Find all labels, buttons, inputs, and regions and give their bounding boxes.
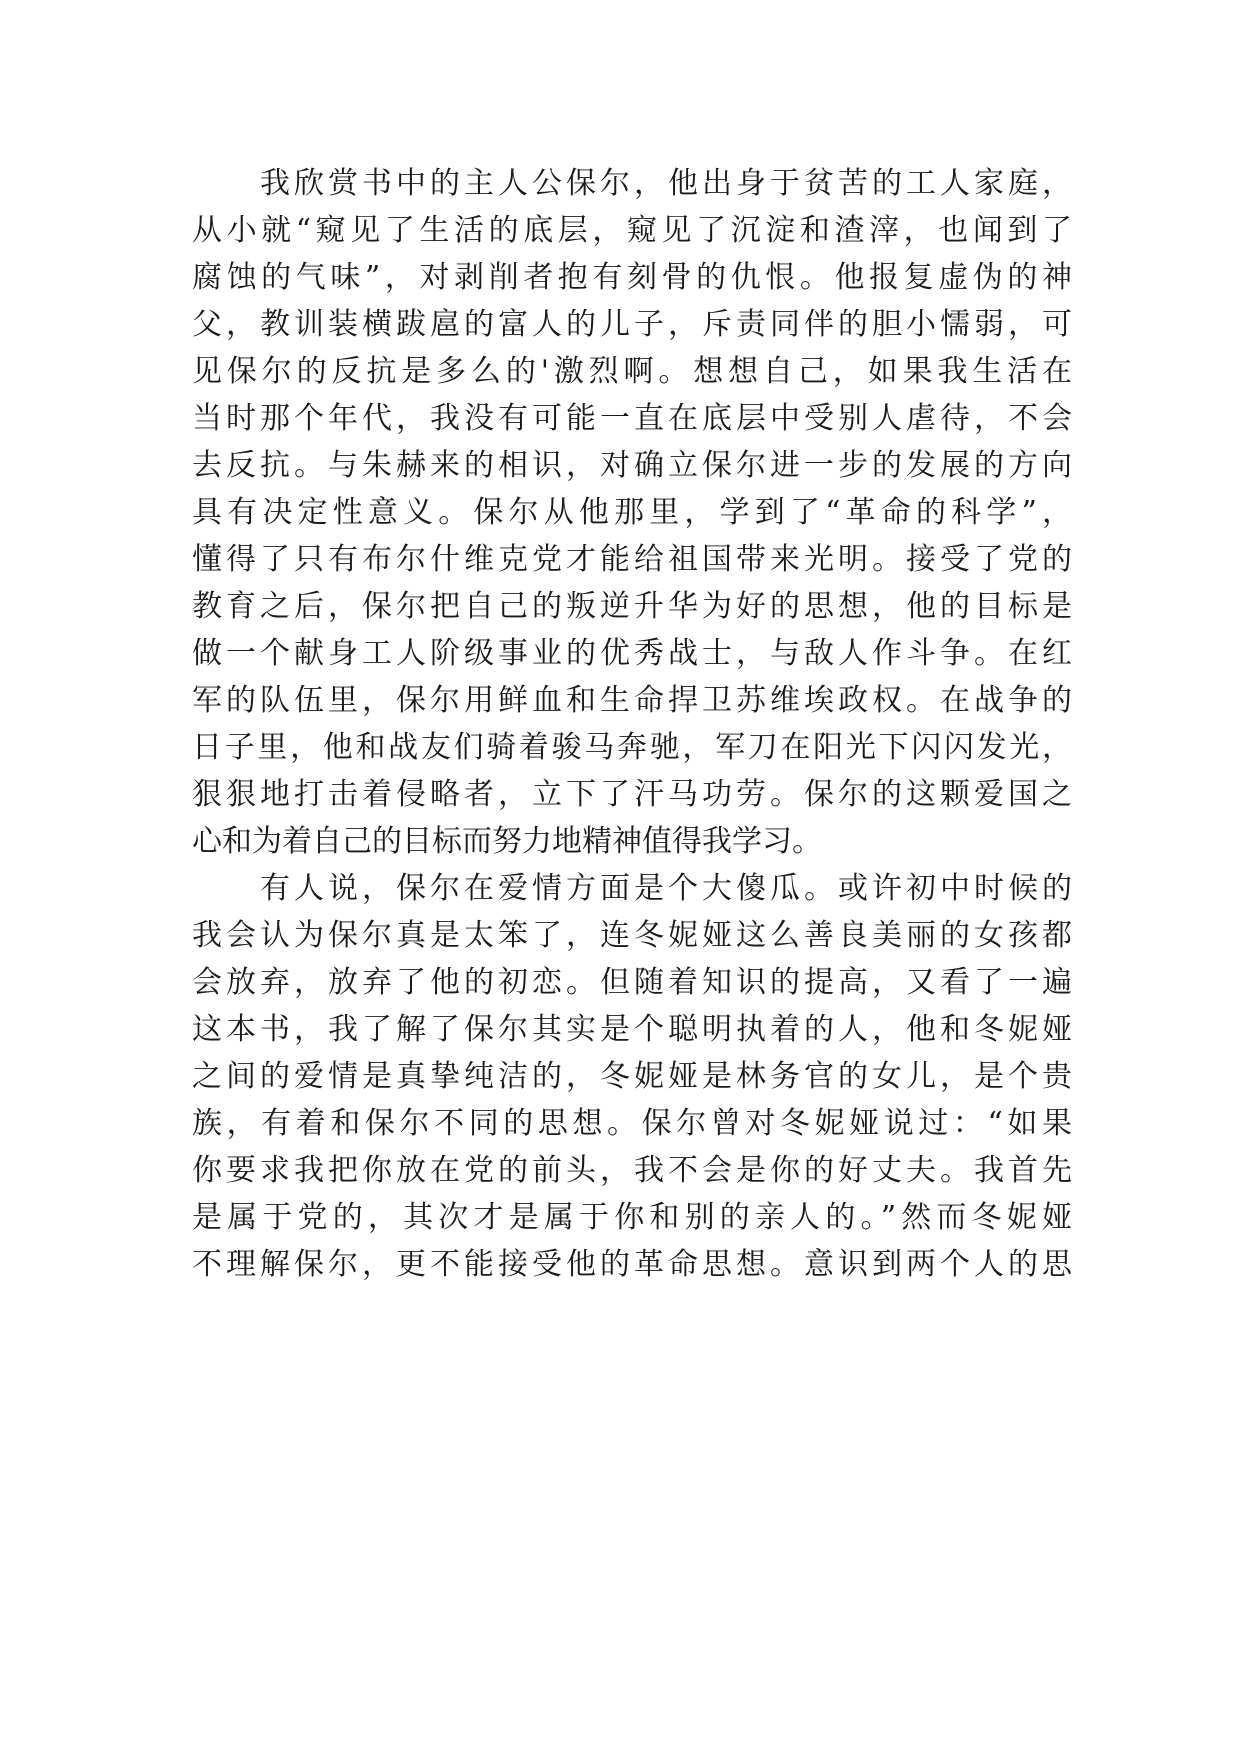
paragraph-2-line-9: 不理解保尔，更不能接受他的革命思想。意识到两个人的思 [192, 1247, 1072, 1282]
paragraph-1-line-10: 教育之后，保尔把自己的叛逆升华为好的思想，他的目标是 [192, 589, 1072, 624]
paragraph-2-line-2: 我会认为保尔真是太笨了，连冬妮娅这么善良美丽的女孩都 [192, 918, 1072, 953]
paragraph-1-line-3: 腐蚀的气味”，对剥削者抱有刻骨的仇恨。他报复虚伪的神 [192, 260, 1072, 295]
paragraph-2-line-1: 有人说，保尔在爱情方面是个大傻瓜。或许初中时候的 [260, 871, 1072, 906]
paragraph-1-line-12: 军的队伍里，保尔用鲜血和生命捍卫苏维埃政权。在战争的 [192, 683, 1072, 718]
paragraph-2-line-4: 这本书，我了解了保尔其实是个聪明执着的人，他和冬妮娅 [192, 1012, 1072, 1047]
paragraph-1-line-14: 狠狠地打击着侵略者，立下了汗马功劳。保尔的这颗爱国之 [192, 777, 1072, 812]
paragraph-1-line-8: 具有决定性意义。保尔从他那里，学到了“革命的科学”， [192, 495, 1072, 530]
paragraph-1-line-15: 心和为着自己的目标而努力地精神值得我学习。 [192, 824, 822, 859]
paragraph-1-line-13: 日子里，他和战友们骑着骏马奔驰，军刀在阳光下闪闪发光， [192, 730, 1072, 765]
paragraph-2-line-6: 族，有着和保尔不同的思想。保尔曾对冬妮娅说过：“如果 [192, 1106, 1072, 1141]
paragraph-2-line-8: 是属于党的，其次才是属于你和别的亲人的。”然而冬妮娅 [192, 1200, 1072, 1235]
paragraph-1-line-9: 懂得了只有布尔什维克党才能给祖国带来光明。接受了党的 [192, 542, 1072, 577]
paragraph-2-line-7: 你要求我把你放在党的前头，我不会是你的好丈夫。我首先 [192, 1153, 1072, 1188]
body-text [192, 160, 1072, 1288]
paragraph-1-line-11: 做一个献身工人阶级事业的优秀战士，与敌人作斗争。在红 [192, 636, 1072, 671]
paragraph-1-line-1: 我欣赏书中的主人公保尔，他出身于贫苦的工人家庭， [260, 166, 1072, 201]
paragraph-2-line-5: 之间的爱情是真挚纯洁的，冬妮娅是林务官的女儿，是个贵 [192, 1059, 1072, 1094]
paragraph-2-line-3: 会放弃，放弃了他的初恋。但随着知识的提高，又看了一遍 [192, 965, 1072, 1000]
paragraph-1-line-7: 去反抗。与朱赫来的相识，对确立保尔进一步的发展的方向 [192, 448, 1072, 483]
paragraph-1-line-6: 当时那个年代，我没有可能一直在底层中受别人虐待，不会 [192, 401, 1072, 436]
paragraph-1-line-2: 从小就“窥见了生活的底层，窥见了沉淀和渣滓，也闻到了 [192, 213, 1072, 248]
paragraph-1-line-5: 见保尔的反抗是多么的'激烈啊。想想自己，如果我生活在 [192, 354, 1072, 389]
paragraph-1-line-4: 父，教训装横跋扈的富人的儿子，斥责同伴的胆小懦弱，可 [192, 307, 1072, 342]
